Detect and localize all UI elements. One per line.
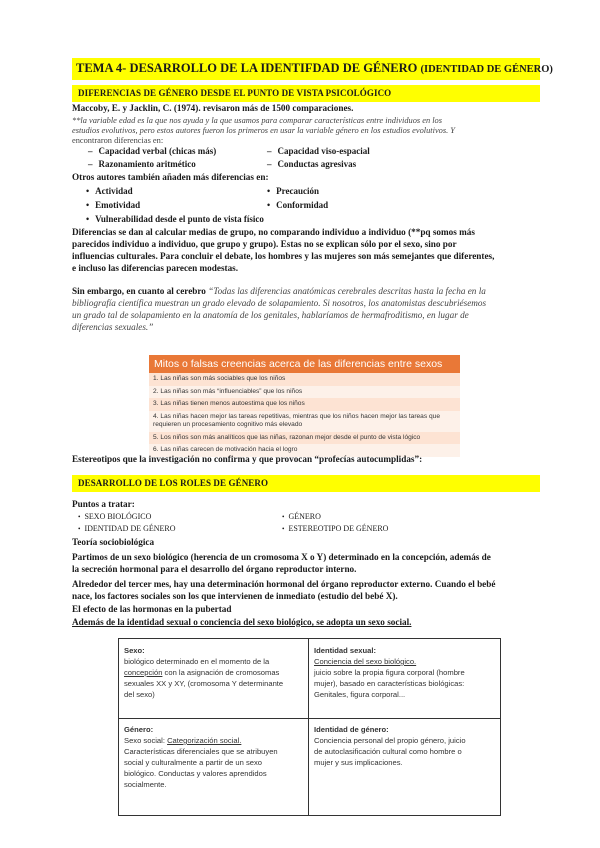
difference-item: – Capacidad verbal (chicas más) (88, 146, 216, 156)
brain-line: bibliografía científica muestran un grado elevado de solapamiento. Si nosotros, los anatomistas descubriésemos (72, 298, 487, 308)
myth-row: 6. Las niñas carecen de motivación hacia el logro (149, 444, 460, 457)
concepcion-word: concepción (124, 668, 163, 677)
cell-title: Identidad sexual: (314, 646, 377, 655)
section2-heading: DESARROLLO DE LOS ROLES DE GÉNERO (78, 478, 269, 488)
para-line: Diferencias se dan al calcular medias de grupo, no comparando individuo a individuo (**pq somos más (72, 227, 475, 237)
para-line: influencias culturales. Para concluir el debate, los hombres y las mujeres son más semejantes que diferentes, (72, 251, 495, 261)
p1-line: la secreción hormonal para el desarrollo del órgano reproductor interno. (72, 564, 357, 574)
cell-line: de autoclasificación cultural como hombre o (314, 747, 462, 756)
cell-identidad-genero (314, 724, 496, 768)
bullet-item: • Emotividad (86, 200, 140, 210)
p2-line: nace, los factores sociales son los que intervienen de inmediato (estudio del bebé X). (72, 591, 398, 601)
page-subtitle: (IDENTIDAD DE GÉNERO) (420, 64, 553, 75)
myths-table (149, 355, 460, 457)
para-line: parecidos individuo a individuo, que grupo y grupo). Estas no se explican sólo por el sexo, sino por (72, 239, 457, 249)
puntos-a-tratar: Puntos a tratar: (72, 499, 135, 509)
cell-line: Conciencia personal del propio género, juicio (314, 736, 466, 745)
maccoby-line: Maccoby, E. y Jacklin, C. (1974). revisaron más de 1500 comparaciones. (72, 103, 354, 113)
cell-title: Género: (124, 725, 154, 734)
p2-line: Alrededor del tercer mes, hay una determinación hormonal del órgano reproductor externo. Cuando el bebé (72, 579, 496, 589)
cell-line: Características diferenciales que se atribuyen (124, 747, 278, 756)
teoria-heading: Teoría sociobiológica (72, 537, 155, 547)
cell-line: sexuales XX y XY, (cromosoma Y determinante (124, 679, 284, 688)
myth-row: 3. Las niñas tienen menos autoestima que los niños (149, 398, 460, 411)
quote-line-2: estudios evolutivos, pero estos autores fueron los primeros en usar la variable género en los estudios evolutivos. Y (72, 126, 455, 135)
topic-item: • SEXO BIOLÓGICO (78, 512, 151, 521)
difference-item: – Capacidad viso-espacial (267, 146, 370, 156)
page-title: TEMA 4- DESARROLLO DE LA IDENTIFDAD DE GÉNERO (IDENTIDAD DE GÉNERO) (76, 61, 553, 75)
cell-underline: Conciencia del sexo biológico. (314, 657, 417, 666)
brain-lead: Sin embargo, en cuanto al cerebro (72, 286, 209, 296)
myth-row: 2. Las niñas son más “influenciables” que los niños (149, 386, 460, 399)
brain-line: un grado tal de solapamiento en la anatomía de los genitales, hablaríamos de hermafroditismo, en lugar de (72, 310, 469, 320)
cell-line: socialmente. (124, 780, 167, 789)
ademas-line: Además de la identidad sexual o conciencia del sexo biológico, se adopta un sexo social. (72, 617, 412, 627)
topic-item: • GÉNERO (282, 512, 321, 521)
table-divider-horizontal (118, 718, 500, 719)
cell-line: mujer y sus implicaciones. (314, 758, 403, 767)
section1-heading: DIFERENCIAS DE GÉNERO DESDE EL PUNTO DE VISTA PSICOLÓGICO (78, 88, 392, 98)
para-line: e incluso las diferencias parecen modestas. (72, 263, 239, 273)
cell-underline: Categorización social. (167, 736, 242, 745)
p1-line: Partimos de un sexo biológico (herencia de un cromosoma X o Y) determinado en la concepción, además de (72, 552, 491, 562)
brain-quote: “Todas las diferencias anatómicas cerebrales descritas hasta la fecha en la (208, 286, 486, 296)
cell-sexo (124, 645, 304, 700)
bullet-item: • Vulnerabilidad desde el punto de vista físico (86, 214, 264, 224)
topic-item: • IDENTIDAD DE GÉNERO (78, 524, 176, 533)
cell-identidad-sexual (314, 645, 496, 700)
brain-line-1 (72, 286, 486, 296)
cell-title: Identidad de género: (314, 725, 389, 734)
quote-line-3: encontraron diferencias en: (72, 136, 164, 145)
efecto-hormonas: El efecto de las hormonas en la pubertad (72, 604, 232, 614)
cell-genero (124, 724, 304, 790)
bullet-item: • Conformidad (267, 200, 328, 210)
difference-item: – Razonamiento aritmético (88, 159, 196, 169)
cell-line: juicio sobre la propia figura corporal (hombre (314, 668, 465, 677)
cell-line: mujer), basado en características biológicas: (314, 679, 465, 688)
myth-row: 1. Las niñas son más sociables que los niños (149, 373, 460, 386)
quote-line-1: **la variable edad es la que nos ayuda y la que usamos para comparar características entre individuos en los (72, 116, 443, 125)
brain-line: diferencias sexuales.” (72, 322, 154, 332)
cell-line-lead: Sexo social: Categorización social. (124, 736, 242, 745)
myth-row: 4. Las niñas hacen mejor las tareas repetitivas, mientras que los niños hacen mejor las tareas que requieren un procesamiento cognitivo más elevado (149, 411, 460, 432)
topic-item: • ESTEREOTIPO DE GÉNERO (282, 524, 388, 533)
cell-line: biológico. Conductas y valores aprendidos (124, 769, 267, 778)
cell-title: Sexo: (124, 646, 145, 655)
bullet-item: • Actividad (86, 186, 133, 196)
table-divider-vertical (308, 638, 309, 815)
cell-line: biológico determinado en el momento de la (124, 657, 270, 666)
bullet-item: • Precaución (267, 186, 319, 196)
cell-line-2: concepción con la asignación de cromosomas (124, 668, 280, 677)
cell-line: del sexo) (124, 690, 155, 699)
difference-item: – Conductas agresivas (267, 159, 356, 169)
estereotipos-line: Estereotipos que la investigación no confirma y que provocan “profecías autocumplidas”: (72, 454, 423, 464)
myths-title: Mitos o falsas creencias acerca de las diferencias entre sexos (149, 355, 460, 373)
cell-line: Genitales, figura corporal... (314, 690, 406, 699)
myth-row: 5. Los niños son más analíticos que las niñas, razonan mejor desde el punto de vista lógico (149, 432, 460, 445)
cell-line: social y culturalmente a partir de un sexo (124, 758, 263, 767)
otros-autores: Otros autores también añaden más diferencias en: (72, 172, 269, 182)
